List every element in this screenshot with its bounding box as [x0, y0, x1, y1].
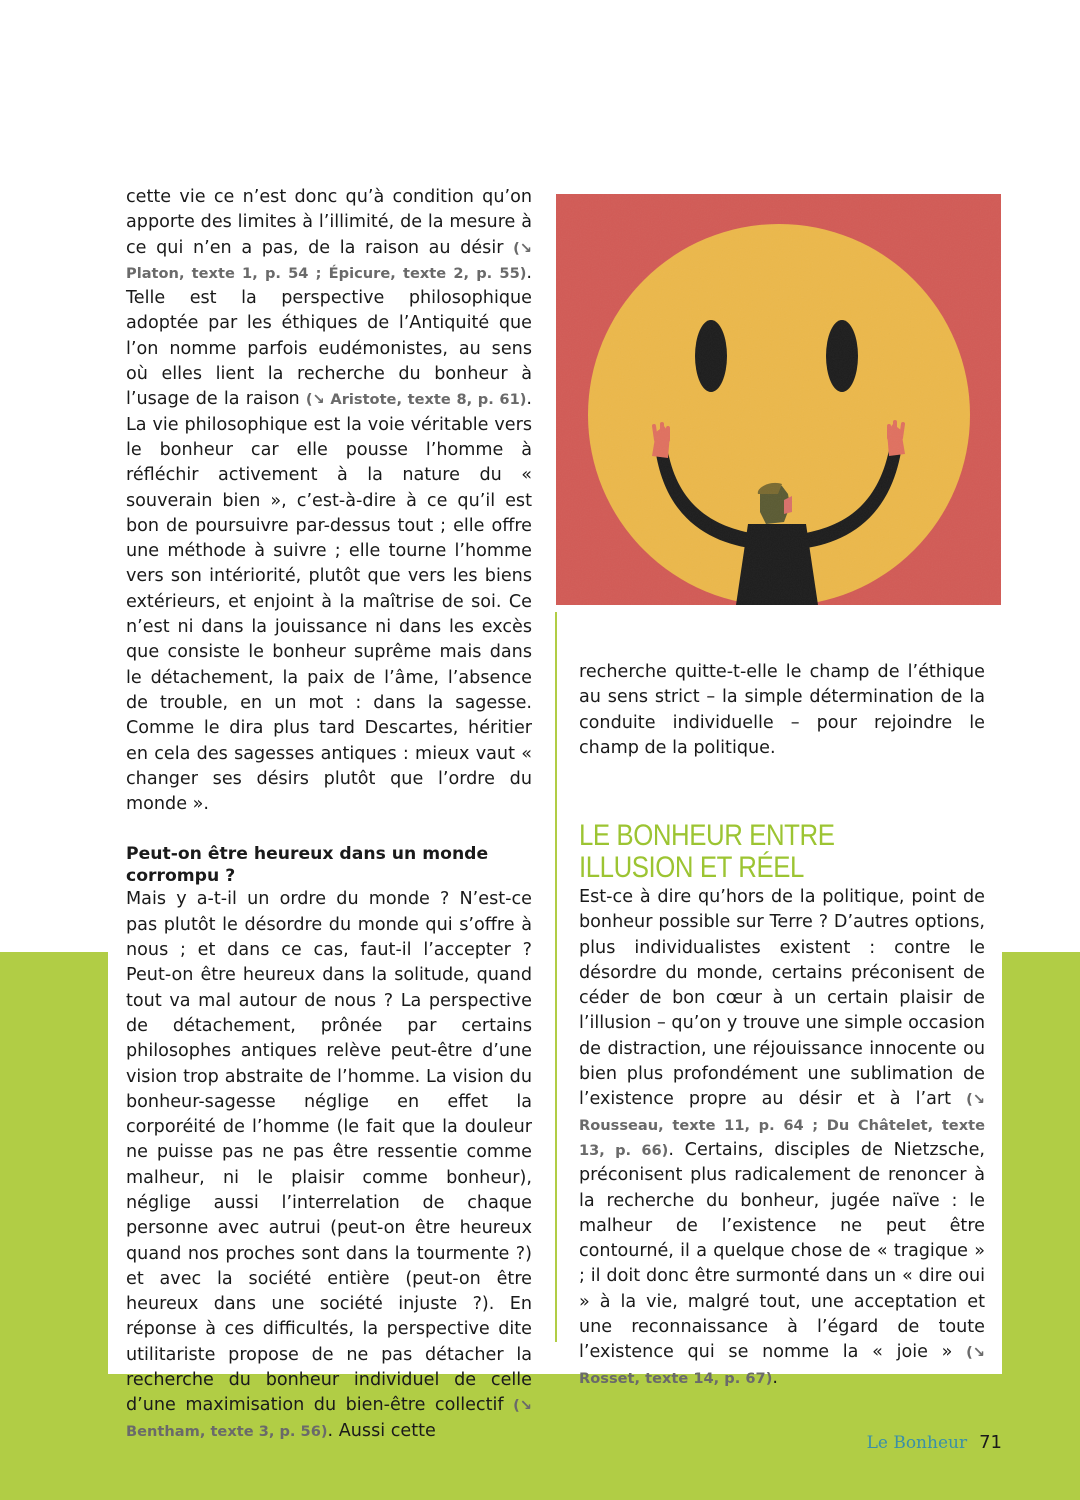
- cross-reference-rosset[interactable]: (↘ Rosset, texte 14, p. 67): [579, 1344, 985, 1387]
- paragraph-corrupt-world: Mais y a-t-il un ordre du monde ? N’est-ce pas plutôt le désordre du monde qui s’offre à nous ; et dans ce cas, faut-il l’accepter ? Peut-on être heureux dans la solitude, quand tout va mal autour de nous ? La perspective de détachement, prônée par certains philosophes antiques relève peut-être d’une vision trop abstraite de l’homme. La vision du bonheur-sagesse néglige en effet la corporéité de l’homme (le fait que la douleur ne puisse pas ne pas être ressentie comme malheur, ni le plaisir comme bonheur), néglige aussi l’interrelation de chaque personne avec autrui (peut-on être heureux quand nos proches sont dans la tourmente ?) et avec la société entière (peut-on être heureux dans une société injuste ?). En réponse à ces difficultés, la perspective dite utilitariste propose de ne pas détacher la recherche du bonheur individuel de celle d’une maximisation du bien-être collectif (↘ Bentham, texte 3, p. 56). Aussi cette: [126, 889, 532, 1441]
- smiley-face-person-illustration: [556, 194, 1001, 605]
- page-footer: [867, 1432, 1002, 1453]
- right-column-continuation: [579, 660, 985, 761]
- column-divider: [555, 612, 557, 1342]
- cross-reference-platon-epicure[interactable]: (↘ Platon, texte 1, p. 54 ; Épicure, texte 2, p. 55): [126, 239, 532, 282]
- right-column-body: [579, 885, 985, 1391]
- cross-reference-aristote[interactable]: (↘ Aristote, texte 8, p. 61): [305, 391, 527, 409]
- cross-reference-bentham[interactable]: (↘ Bentham, texte 3, p. 56): [126, 1397, 532, 1440]
- paragraph-antiquity: cette vie ce n’est donc qu’à condition qu’on apporte des limites à l’illimité, de la mesure à ce qui n’en a pas, de la raison au désir (↘ Platon, texte 1, p. 54 ; Épicure, texte 2, p. 55). Telle est la perspective philosophique adoptée par les éthiques de l’Antiquité que l’on nomme parfois eudémonistes, au sens où elles lient la recherche du bonheur à l’usage de la raison (↘ Aristote, texte 8, p. 61). La vie philosophique est la voie véritable vers le bonheur car elle pousse l’homme à réfléchir activement à la nature du « souverain bien », c’est-à-dire à ce qu’il est bon de poursuivre par-dessus tout ; elle offre une méthode à suivre ; elle tourne l’homme vers son intériorité, plutôt que vers les biens extérieurs, et enjoint à la maîtrise de soi. Ce n’est ni dans la jouissance ni dans les excès que consiste le bonheur suprême mais dans le détachement, la paix de l’âme, l’absence de trouble, en un mot : dans la sagesse. Comme le dira plus tard Descartes, héritier en cela des sagesses antiques : mieux vaut « changer ses désirs plutôt que l’ordre du monde ».: [126, 187, 533, 815]
- page-number: 71: [979, 1432, 1002, 1453]
- cross-reference-rousseau-chatelet[interactable]: (↘ Rousseau, texte 11, p. 64 ; Du Châtelet, texte 13, p. 66): [579, 1091, 985, 1159]
- paper-grain-texture: [556, 194, 1001, 605]
- paragraph-politics: recherche quitte-t-elle le champ de l’éthique au sens strict – la simple détermination de la conduite individuelle – pour rejoindre le champ de la politique.: [579, 662, 985, 758]
- paragraph-illusion: Est-ce à dire qu’hors de la politique, point de bonheur possible sur Terre ? D’autres options, plus individualistes existent : contre le désordre du monde, certains préconisent de céder de bon cœur à un certain plaisir de l’illusion – qu’on y trouve une simple occasion de distraction, une réjouissance innocente ou bien plus profondément une sublimation de l’existence propre au désir et à l’art (↘ Rousseau, texte 11, p. 64 ; Du Châtelet, texte 13, p. 66). Certains, disciples de Nietzsche, préconisent plus radicalement de renoncer à la recherche du bonheur, jugée naïve : le malheur de l’existence ne peut être contourné, il a quelque chose de « tragique » ; il doit donc être surmonté dans un « dire oui » à la vie, malgré tout, une acceptation et une reconnaissance à l’égard de toute l’existence qui se nomme la « joie » (↘ Rosset, texte 14, p. 67).: [579, 887, 985, 1388]
- subheading-corrupt-world: Peut-on être heureux dans un monde corrompu ?: [126, 844, 489, 887]
- section-title: LE BONHEUR ENTRE ILLUSION ET RÉEL: [579, 819, 835, 884]
- chapter-name: Le Bonheur: [866, 1433, 968, 1453]
- left-column: [126, 185, 532, 1444]
